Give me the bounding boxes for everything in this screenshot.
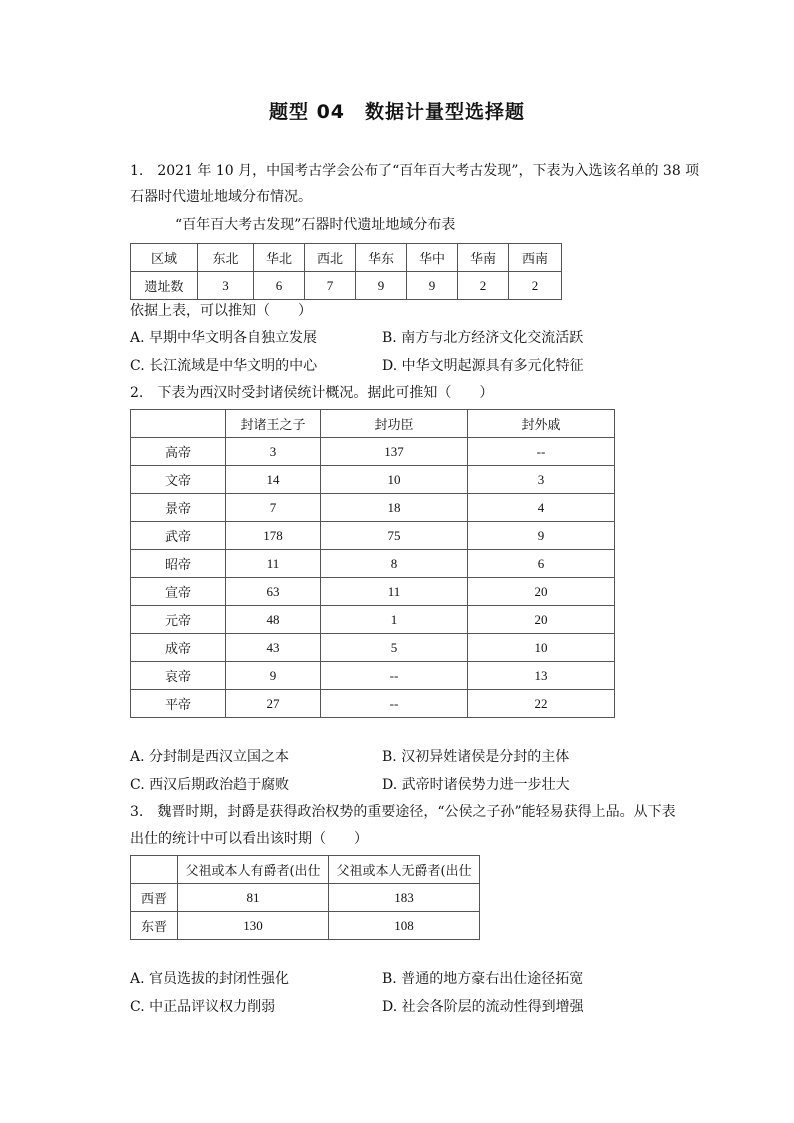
q2-table [130,409,615,718]
q2-header-cell: 封功臣 [321,410,468,438]
q2-cell: 3 [468,466,615,494]
q1-cell: 9 [356,272,407,300]
q2-cell: -- [468,438,615,466]
q2-cell: 43 [226,634,321,662]
q1-stem-line2: 石器时代遗址地域分布情况。 [130,189,312,205]
q2-option-d[interactable]: D. 武帝时诸侯势力进一步壮大 [382,777,570,793]
q2-table-row [131,438,615,466]
q1-option-d[interactable]: D. 中华文明起源具有多元化特征 [382,358,584,374]
q3-table [130,855,480,940]
q2-table-row [131,550,615,578]
q2-cell: 20 [468,578,615,606]
q2-header-cell: 封诸王之子 [226,410,321,438]
q3-cell: 183 [329,884,480,912]
q2-option-c[interactable]: C. 西汉后期政治趋于腐败 [130,777,290,793]
q2-cell: 7 [226,494,321,522]
q2-cell: 178 [226,522,321,550]
q2-row-label: 昭帝 [131,550,226,578]
q2-table-row [131,634,615,662]
q2-cell: 22 [468,690,615,718]
q1-option-a[interactable]: A. 早期中华文明各自独立发展 [130,330,318,346]
q3-option-d[interactable]: D. 社会各阶层的流动性得到增强 [382,999,584,1015]
q2-cell: 11 [321,578,468,606]
q3-cell: 130 [178,912,329,940]
q3-option-b[interactable]: B. 普通的地方豪右出仕途径拓宽 [382,971,584,987]
q2-header-cell: 封外戚 [468,410,615,438]
q2-row-label: 文帝 [131,466,226,494]
q2-cell: 63 [226,578,321,606]
page-title: 题型 04 数据计量型选择题 [268,101,526,123]
q1-cell: 6 [254,272,305,300]
q1-table-caption: “百年百大考古发现”石器时代遗址地域分布表 [175,217,456,233]
q2-row-label: 宣帝 [131,578,226,606]
q1-cell: 3 [198,272,254,300]
q2-cell: 9 [226,662,321,690]
q1-option-c[interactable]: C. 长江流域是中华文明的中心 [130,358,318,374]
q3-header-cell [131,856,178,884]
q2-stem-line1: 2. 下表为西汉时受封诸侯统计概况。据此可推知（ ） [130,385,494,401]
q2-cell: 10 [468,634,615,662]
q2-cell: 8 [321,550,468,578]
q1-option-b[interactable]: B. 南方与北方经济文化交流活跃 [382,330,584,346]
q2-table-row [131,466,615,494]
q2-cell: 18 [321,494,468,522]
q1-prompt: 依据上表，可以推知（ ） [130,303,312,319]
q1-header-cell: 华东 [356,244,407,272]
q2-header-cell [131,410,226,438]
q2-cell: 4 [468,494,615,522]
q3-row-label: 东晋 [131,912,178,940]
q2-table-row [131,494,615,522]
q3-option-c[interactable]: C. 中正品评议权力削弱 [130,999,276,1015]
q1-header-cell: 华中 [407,244,458,272]
q2-cell: 14 [226,466,321,494]
q1-table-header-row [131,244,562,272]
q3-cell: 81 [178,884,329,912]
q2-option-b[interactable]: B. 汉初异姓诸侯是分封的主体 [382,749,570,765]
q2-cell: 75 [321,522,468,550]
q3-header-cell: 父祖或本人无爵者(出仕 [329,856,480,884]
q3-stem-line1: 3. 魏晋时期，封爵是获得政治权势的重要途径，“公侯之子孙”能轻易获得上品。从下表 [130,804,676,820]
q2-table-row [131,690,615,718]
q2-cell: 6 [468,550,615,578]
q1-header-cell: 区域 [131,244,198,272]
q3-table-row [131,912,480,940]
q2-cell: 20 [468,606,615,634]
q2-cell: 13 [468,662,615,690]
q2-table-row [131,606,615,634]
q2-cell: 9 [468,522,615,550]
q1-header-cell: 华南 [458,244,509,272]
q3-table-row [131,884,480,912]
q1-header-cell: 华北 [254,244,305,272]
q1-cell: 2 [458,272,509,300]
q2-table-row [131,662,615,690]
q2-cell: 3 [226,438,321,466]
q2-table-row [131,522,615,550]
q2-table-header-row [131,410,615,438]
q1-header-cell: 西北 [305,244,356,272]
q2-cell: 1 [321,606,468,634]
q2-cell: 48 [226,606,321,634]
q1-header-cell: 东北 [198,244,254,272]
q2-row-label: 成帝 [131,634,226,662]
q2-cell: 27 [226,690,321,718]
q3-cell: 108 [329,912,480,940]
q2-cell: 10 [321,466,468,494]
q2-row-label: 武帝 [131,522,226,550]
q1-cell: 2 [509,272,562,300]
q2-row-label: 平帝 [131,690,226,718]
q2-cell: -- [321,690,468,718]
q1-row-label: 遗址数 [131,272,198,300]
q2-row-label: 高帝 [131,438,226,466]
q2-row-label: 景帝 [131,494,226,522]
q3-table-header-row [131,856,480,884]
q1-cell: 7 [305,272,356,300]
q1-table [130,243,562,300]
q2-cell: 5 [321,634,468,662]
q2-cell: 11 [226,550,321,578]
q2-row-label: 元帝 [131,606,226,634]
q2-cell: 137 [321,438,468,466]
q1-stem-line1: 1. 2021 年 10 月，中国考古学会公布了“百年百大考古发现”，下表为入选该名单的 38 项 [130,163,700,179]
q3-header-cell: 父祖或本人有爵者(出仕 [178,856,329,884]
q2-option-a[interactable]: A. 分封制是西汉立国之本 [130,749,290,765]
q3-option-a[interactable]: A. 官员选拔的封闭性强化 [130,971,290,987]
q1-table-row [131,272,562,300]
q2-cell: -- [321,662,468,690]
q2-row-label: 哀帝 [131,662,226,690]
q2-table-row [131,578,615,606]
q3-row-label: 西晋 [131,884,178,912]
q1-header-cell: 西南 [509,244,562,272]
q3-stem-line2: 出仕的统计中可以看出该时期（ ） [130,831,368,847]
q1-cell: 9 [407,272,458,300]
